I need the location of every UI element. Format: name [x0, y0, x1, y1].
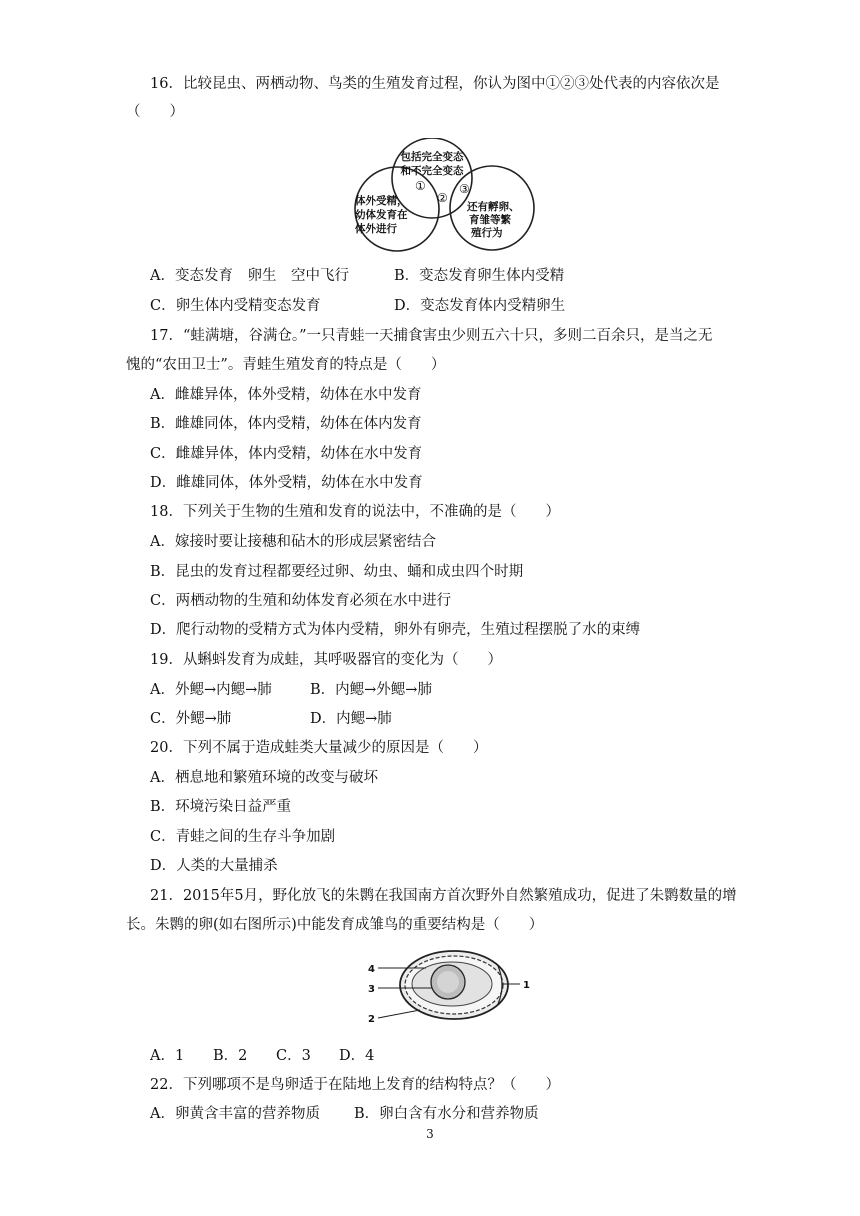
q17-option-a: A．雌雄异体，体外受精，幼体在水中发育 [150, 387, 422, 403]
q19-option-a: A．外鳃→内鳃→肺 [150, 682, 272, 698]
egg-yolk-inner [437, 971, 459, 993]
egg-leader-2 [378, 1010, 420, 1018]
q21-stem-line-1: 21．2015年5月，野化放飞的朱鹮在我国南方首次野外自然繁殖成功，促进了朱鹮数量的增 [150, 888, 737, 904]
venn-top-label-2: 和不完全变态 [400, 165, 464, 177]
egg-label-1: 1 [523, 980, 530, 991]
q21-stem-line-2: 长。朱鹮的卵(如右图所示)中能发育成雏鸟的重要结构是（ ） [126, 917, 544, 933]
q16-option-d: D．变态发育体内受精卵生 [394, 298, 566, 314]
q16-option-c: C．卵生体内受精变态发育 [150, 298, 321, 314]
venn-left-label-3: 体外进行 [355, 223, 397, 235]
q20-stem: 20．下列不属于造成蛙类大量减少的原因是（ ） [150, 740, 488, 756]
q18-option-d: D．爬行动物的受精方式为体内受精，卵外有卵壳，生殖过程摆脱了水的束缚 [150, 622, 641, 638]
q20-option-b: B．环境污染日益严重 [150, 799, 292, 815]
venn-marker-3: ③ [459, 182, 470, 196]
egg-label-3: 3 [368, 984, 375, 995]
venn-left-label-2: 幼体发育在 [355, 209, 408, 221]
egg-label-2: 2 [368, 1014, 375, 1025]
venn-marker-1: ① [415, 179, 426, 193]
venn-right-label-1: 还有孵卵、 [467, 201, 520, 213]
q18-stem: 18．下列关于生物的生殖和发育的说法中，不准确的是（ ） [150, 504, 560, 520]
egg-label-4: 4 [368, 964, 375, 975]
q17-stem-line-2: 愧的“农田卫士”。青蛙生殖发育的特点是（ ） [126, 357, 446, 373]
q16-stem: 16．比较昆虫、两栖动物、鸟类的生殖发育过程，你认为图中①②③处代表的内容依次是 [150, 76, 720, 92]
q20-option-a: A．栖息地和繁殖环境的改变与破坏 [150, 770, 378, 786]
q22-option-b: B．卵白含有水分和营养物质 [354, 1106, 539, 1122]
venn-marker-2: ② [437, 191, 448, 205]
q20-option-d: D．人类的大量捕杀 [150, 858, 278, 874]
q22-option-a: A．卵黄含丰富的营养物质 [150, 1106, 320, 1122]
venn-diagram [345, 138, 545, 254]
q21-option-d: D．4 [339, 1048, 375, 1064]
venn-right-label-2: 育雏等繁 [469, 214, 511, 226]
egg-diagram [360, 948, 540, 1030]
q19-option-b: B．内鳃→外鳃→肺 [310, 682, 432, 698]
q19-stem: 19．从蝌蚪发育为成蛙，其呼吸器官的变化为（ ） [150, 652, 502, 668]
venn-left-label-1: 体外受精， [355, 195, 408, 207]
q21-option-c: C．3 [276, 1048, 311, 1064]
q19-option-d: D．内鳃→肺 [310, 711, 392, 727]
q18-option-c: C．两栖动物的生殖和幼体发育必须在水中进行 [150, 593, 452, 609]
q17-option-d: D．雌雄同体，体外受精，幼体在水中发育 [150, 475, 423, 491]
q21-option-a: A．1 [150, 1048, 185, 1064]
q22-stem: 22．下列哪项不是鸟卵适于在陆地上发育的结构特点？（ ） [150, 1077, 560, 1093]
page-number: 3 [426, 1127, 434, 1141]
q17-option-b: B．雌雄同体，体内受精，幼体在体内发育 [150, 416, 422, 432]
q21-option-b: B．2 [213, 1048, 248, 1064]
q20-option-c: C．青蛙之间的生存斗争加剧 [150, 829, 336, 845]
q18-option-a: A．嫁接时要让接穗和砧木的形成层紧密结合 [150, 534, 436, 550]
q19-option-c: C．外鳃→肺 [150, 711, 232, 727]
q17-stem-line-1: 17．“蛙满塘，谷满仓。”一只青蛙一天捕食害虫少则五六十只，多则二百余只，是当之无 [150, 328, 713, 344]
q16-option-a: A．变态发育 卵生 空中飞行 [150, 268, 349, 284]
q18-option-b: B．昆虫的发育过程都要经过卵、幼虫、蛹和成虫四个时期 [150, 564, 524, 580]
q16-answer-paren: （ ） [126, 104, 184, 120]
q17-option-c: C．雌雄异体，体内受精，幼体在水中发育 [150, 446, 423, 462]
venn-right-label-3: 殖行为 [471, 227, 503, 239]
venn-top-label-1: 包括完全变态 [400, 151, 464, 163]
q16-option-b: B．变态发育卵生体内受精 [394, 268, 565, 284]
